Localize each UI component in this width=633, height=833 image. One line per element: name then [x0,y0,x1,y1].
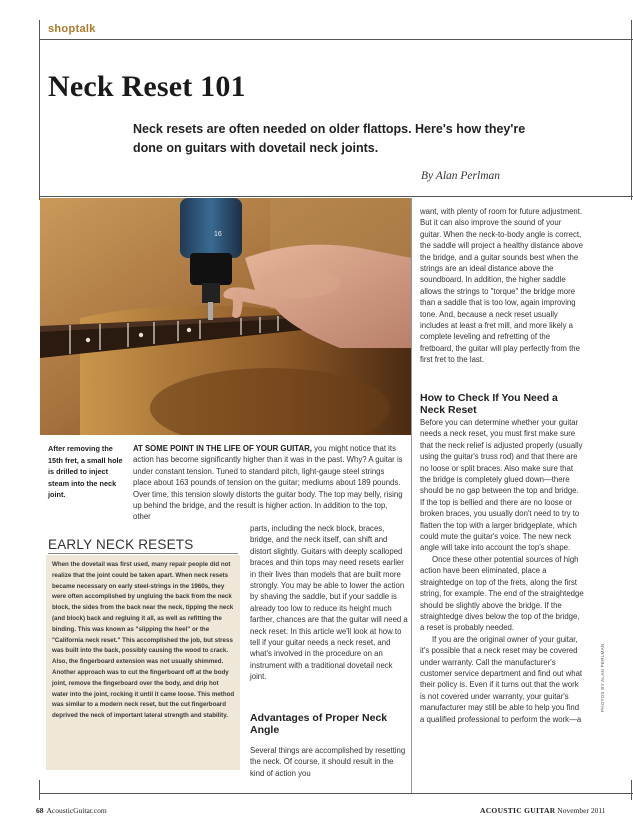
subhead-check: How to Check If You Need a Neck Reset [420,392,558,416]
byline: By Alan Perlman [421,170,500,182]
right-col-para4: If you are the original owner of your guitar, it's possible that a neck reset may be covered under warranty. Call the manufacturer's customer service department and find out what their policy is. Even if it turns out that the work is not covered under warranty, your guitar's manufacturer may still be able to help you find a qualified professional to perform the work—a [420,634,583,724]
top-rule [40,39,633,40]
footer-left [36,806,107,815]
photo-caption: After removing the 15th fret, a small hole is drilled to inject steam into the neck joint. [48,444,123,499]
subhead-advantages: Advantages of Proper Neck Angle [250,712,388,736]
section-tag: shoptalk [48,23,96,35]
sidebar-rule [48,553,238,554]
article-photo [40,198,412,435]
body-intro [133,443,405,523]
frame-line-bottom-right [631,780,632,800]
sidebar-text: When the dovetail was first used, many repair people did not realize that the joint could be taken apart. When neck resets became necessary on early steel-strings in the 1960s, they were often accomplished by ungluing the back from the neck block, the sides from the back near the neck, tipping the neck (and block) back and regluing it all, as well as refitting the binding. This was known as "slipping the heel" or the "California neck reset." This accomplished the job, but stress was built into the back, possibly causing the wood to crack. Also, the fingerboard extension was not usually shimmed. Another approach was to cut the fingerboard off at the body joint, remove the fingerboard over the body, and drip hot water into the joint, rocking it until it came loose. This method was similar to a modern neck reset, but the cut fingerboard deprived the neck of important lateral strength and stability. [52,561,235,720]
photo-credit: PHOTOS BY ALAN PERLMAN [600,643,605,712]
body-continued: parts, including the neck block, braces, bridge, and the neck itself, can shift and distort slightly. Guitars with deeply scalloped braces and thin tops may need resets earlier in their lives than models that are built more strongly. You may be able to lower the action by shaving the saddle, but if your saddle is already too low to reduce its height much farther, chances are that the guitar will need a neck reset. In this article we'll look at how to tell if your guitar needs a neck reset, and what's involved in the procedure on an instrument with a traditional dovetail neck joint. [250,524,408,682]
article-deck: Neck resets are often needed on older flattops. Here's how they're done on guitars with dovetail neck joints. [133,122,526,155]
sidebar-heading: EARLY NECK RESETS [48,537,194,552]
intro-text: you might notice that its action has become significantly higher than it was in the past. Why? A guitar is under constant tension. Tuned to standard pitch, light-gauge steel strings place about 163 pounds of tension on the guitar; mediums about 189 pounds. Over time, this tension slowly distorts the guitar body. The top may belly, rising up behind the bridge, and the result is higher action. In addition to the top, other [133,444,403,522]
lead-in: AT SOME POINT IN THE LIFE OF YOUR GUITAR, [133,444,312,453]
right-col-para1: want, with plenty of room for future adjustment. But it can also improve the sound of your guitar. When the neck-to-body angle is correct, the saddle will project a healthy distance above the bridge, and a guitar sounds best when the strings are an ideal distance above the soundboard. In addition, the higher saddle allows the strings to "torque" the bridge more than a saddle that is too low, again improving tone. And, because a neck reset usually includes at least a fret mill, and more likely a complete leveling and refretting of the fretboard, the guitar will play perfectly from the first fret to the last. [420,207,583,365]
footer-right [480,806,606,815]
page-number: 68 [36,806,44,815]
header-bottom-rule [40,196,633,197]
right-col-body [420,417,584,725]
column-separator [411,198,412,793]
footer-site: AcousticGuitar.com [46,806,107,815]
right-col-para3: Once these other potential sources of high action have been eliminated, place a straightedge on top of the frets, along the first string, for example. The end of the straightedge should be slightly above the bridge. If the straightedge dives below the top of the bridge, a reset is probably needed. [420,554,584,633]
photo-drill-on-guitar-neck [40,198,412,435]
footer-issue: November 2011 [557,806,606,815]
footer-publication: ACOUSTIC GUITAR [480,806,556,815]
frame-line-bottom-left [39,780,40,800]
body-advantages: Several things are accomplished by resetting the neck. Of course, it should result in the kind of action you [250,746,406,778]
right-col-para2: Before you can determine whether your guitar needs a neck reset, you must first make sure that the neck relief is adjusted properly (usually using the guitar's truss rod) and that there are no loose or split braces. Also make sure that the bridge is completely glued down—there should be no gap between the top and bridge. If the top is bellied and there are no loose or broken braces, you usually don't need to try to flatten the top with a larger bridgeplate, which could mute the guitar's voice. The new neck angle will take into account the top's shape. [420,418,583,553]
article-title: Neck Reset 101 [48,70,246,103]
frame-line-right [631,20,632,200]
bottom-rule [40,793,633,794]
svg-text:16: 16 [214,231,222,238]
frame-line-left [39,20,40,200]
